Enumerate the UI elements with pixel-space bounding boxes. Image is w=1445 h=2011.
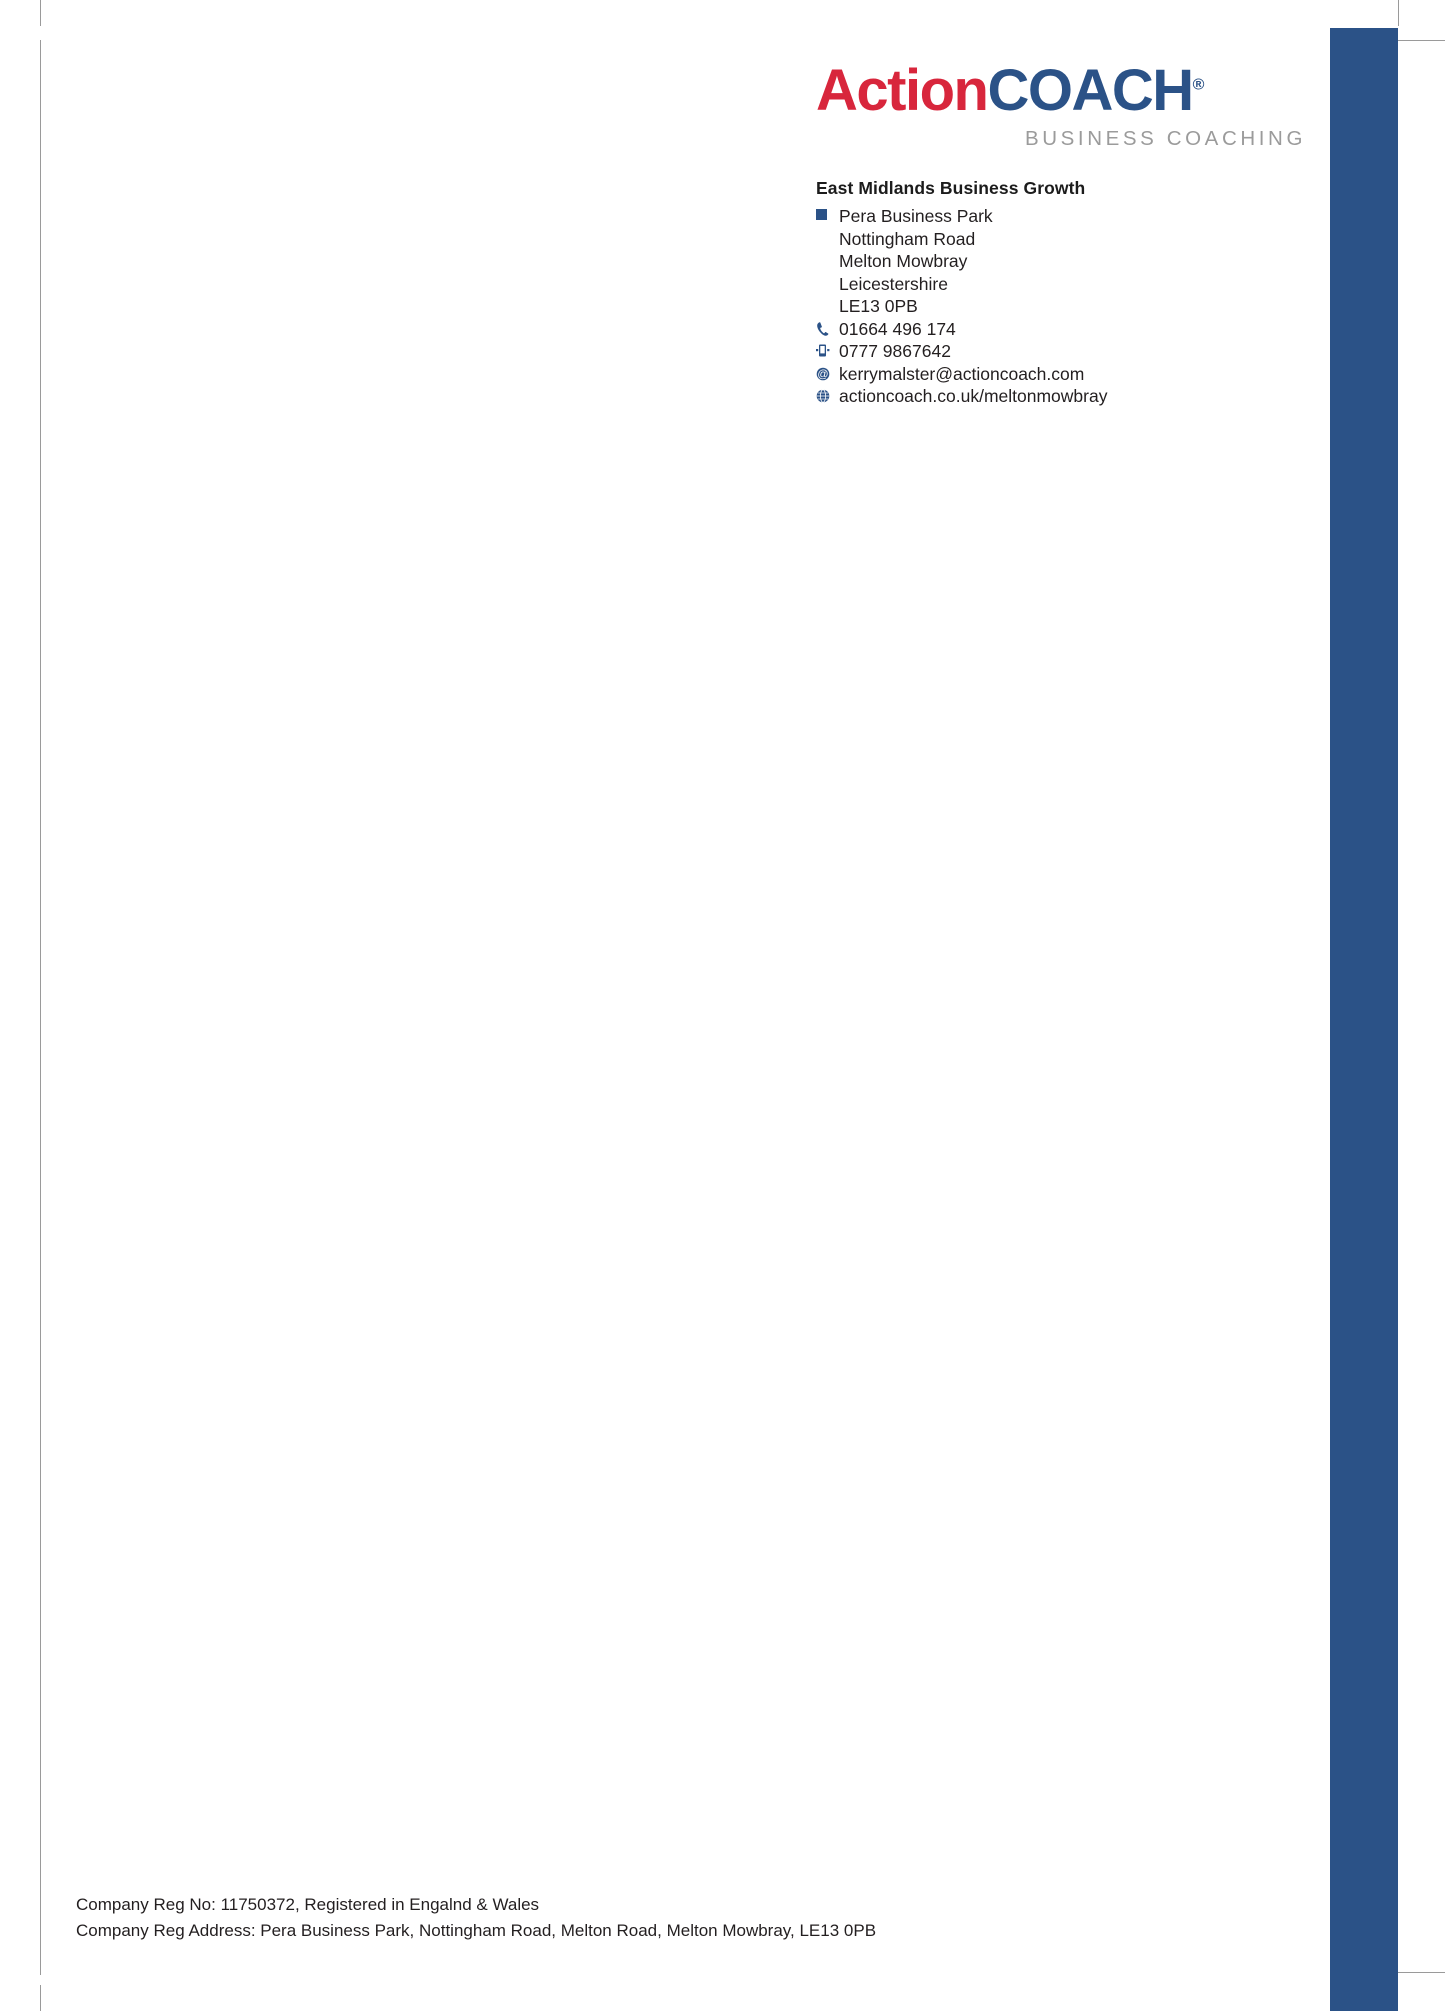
logo	[816, 58, 1306, 151]
address-postcode: LE13 0PB	[839, 296, 918, 316]
company-registered-address: Company Reg Address: Pera Business Park, Nottingham Road, Melton Road, Melton Mowbray, LE13 0PB	[76, 1921, 877, 1940]
address-line-1-row	[816, 205, 1286, 228]
logo-coach-text: COACH	[987, 58, 1193, 123]
footer	[76, 1892, 1226, 1944]
mobile-number: 0777 9867642	[839, 341, 951, 361]
crop-mark-top-left	[40, 0, 41, 26]
address-line-2-row	[816, 228, 1286, 251]
phone-row	[816, 318, 1286, 341]
logo-tagline: BUSINESS COACHING	[1024, 127, 1306, 150]
crop-mark-bottom-right-horizontal	[1398, 1972, 1445, 1973]
address-line-1: Pera Business Park	[839, 206, 993, 226]
crop-mark-left-edge	[40, 40, 41, 1975]
company-registration-number: Company Reg No: 11750372, Registered in Engalnd & Wales	[76, 1895, 540, 1914]
brand-side-bar	[1330, 28, 1398, 2011]
email-address[interactable]: kerrymalster@actioncoach.com	[839, 363, 1085, 384]
address-line-4: Leicestershire	[839, 273, 948, 294]
office-name: East Midlands Business Growth	[816, 178, 1086, 198]
location-square-icon	[816, 205, 834, 220]
address-line-2: Nottingham Road	[839, 228, 976, 249]
registered-trademark-icon: ®	[1192, 76, 1205, 94]
crop-mark-top-right-horizontal	[1398, 40, 1445, 41]
address-line-3-row	[816, 250, 1286, 273]
address-line-3: Melton Mowbray	[839, 251, 968, 271]
address-line-4-row	[816, 273, 1286, 296]
email-row[interactable]	[816, 363, 1286, 386]
logo-wordmark	[816, 58, 1306, 123]
crop-mark-top-right	[1398, 0, 1399, 26]
mobile-phone-icon	[816, 340, 834, 357]
svg-text:@: @	[817, 368, 829, 381]
crop-mark-bottom-left	[40, 1985, 41, 2011]
website-row[interactable]	[816, 385, 1286, 408]
logo-action-text: Action	[816, 58, 988, 123]
website-url[interactable]: actioncoach.co.uk/meltonmowbray	[839, 386, 1108, 406]
contact-block	[816, 178, 1286, 408]
phone-icon	[816, 318, 834, 336]
mobile-row	[816, 340, 1286, 363]
phone-number: 01664 496 174	[839, 318, 956, 339]
globe-icon	[816, 385, 834, 403]
address-postcode-row	[816, 295, 1286, 318]
at-email-icon	[816, 363, 834, 381]
